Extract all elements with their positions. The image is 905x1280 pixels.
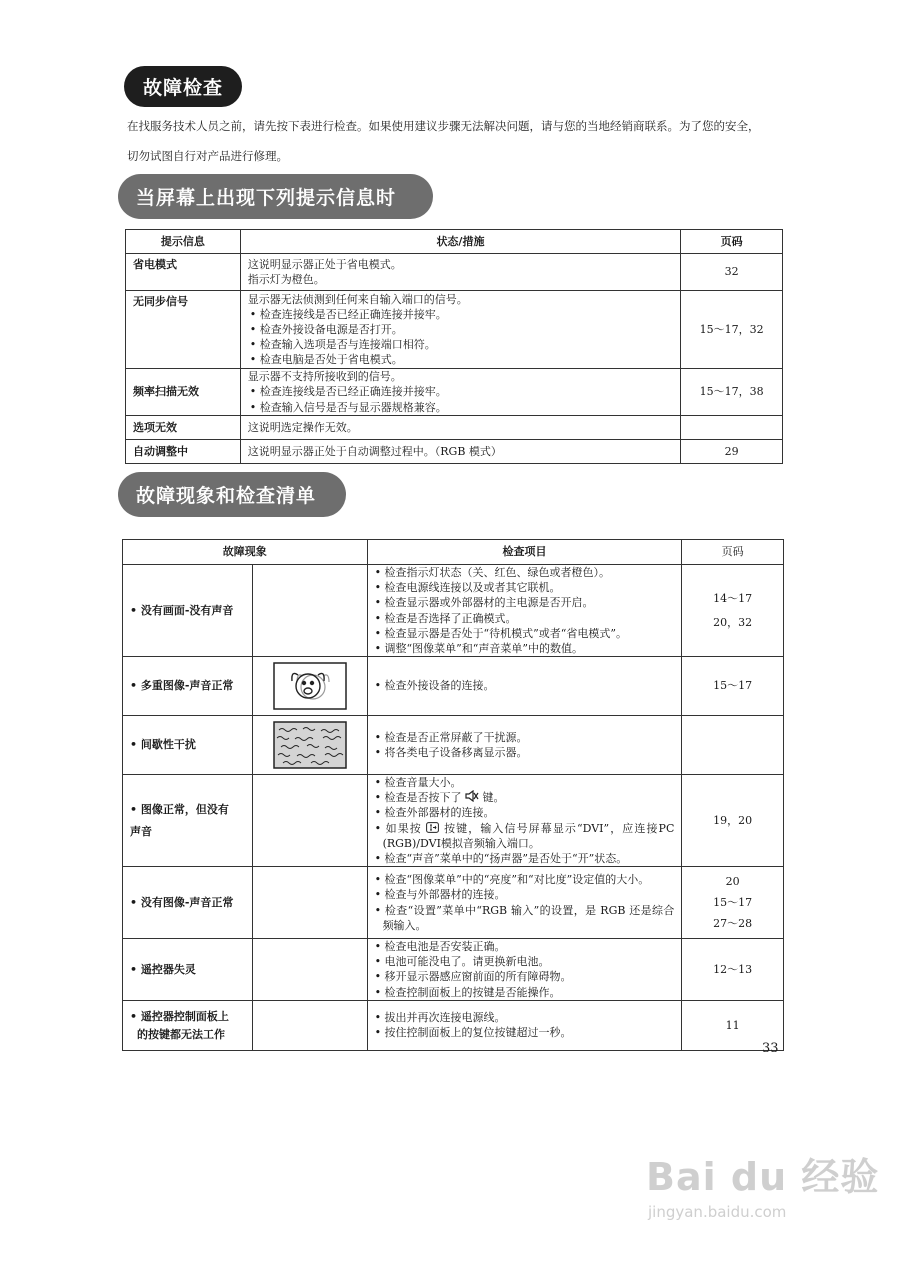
- symptom-image-cell: [252, 657, 367, 716]
- symptom-label: • 多重图像-声音正常: [123, 657, 253, 716]
- symptom-label: • 没有图像-声音正常: [123, 867, 253, 939]
- message-label: 无同步信号: [126, 291, 241, 369]
- message-action: 显示器无法侦测到任何来自输入端口的信号。 • 检查连接线是否已经正确连接并接牢。 • 检查外接设备电源是否打开。 • 检查输入选项是否与连接端口相符。 • 检查电脑是否处于省电模式。: [240, 291, 680, 369]
- column-header: 状态/措施: [240, 230, 680, 254]
- table-row: [123, 657, 784, 716]
- page-ref: 15～17，38: [681, 369, 783, 416]
- input-button-icon: [426, 822, 439, 833]
- table-row: [123, 1000, 784, 1050]
- watermark-logo: Bai du 经验: [646, 1155, 880, 1199]
- table-row: [126, 416, 783, 440]
- page-ref: 15～17，32: [681, 291, 783, 369]
- symptom-label: • 没有画面-没有声音: [123, 565, 253, 657]
- message-table: [125, 229, 783, 464]
- symptom-image-cell: [252, 1000, 367, 1050]
- symptom-table: [122, 539, 784, 1051]
- section-title-troubleshooting: 故障检查: [124, 66, 242, 107]
- page-ref: 14～17 20，32: [682, 565, 784, 657]
- page-ref: [682, 716, 784, 775]
- message-action: 这说明显示器正处于省电模式。 指示灯为橙色。: [240, 254, 680, 291]
- table-row: [126, 291, 783, 369]
- page-ref: 11: [682, 1000, 784, 1050]
- column-header: 故障现象: [123, 540, 368, 565]
- watermark-url: jingyan.baidu.com: [648, 1203, 787, 1221]
- page-ref: 12～13: [682, 939, 784, 1001]
- symptom-image-cell: [252, 939, 367, 1001]
- message-action: 这说明显示器正处于自动调整过程中。（RGB 模式）: [240, 440, 680, 464]
- table-row: [123, 716, 784, 775]
- symptom-image-cell: [252, 565, 367, 657]
- column-header: 页码: [681, 230, 783, 254]
- check-items: • 检查外接设备的连接。: [367, 657, 682, 716]
- watermark: [646, 1146, 879, 1221]
- section-title-messages: 当屏幕上出现下列提示信息时: [118, 174, 433, 219]
- mute-icon: [465, 790, 479, 802]
- table-row: [123, 565, 784, 657]
- check-items: • 拔出并再次连接电源线。 • 按住控制面板上的复位按键超过一秒。: [367, 1000, 682, 1050]
- table-row: [123, 867, 784, 939]
- table-row: [126, 369, 783, 416]
- symptom-image-cell: [252, 716, 367, 775]
- intro-text: 在找服务技术人员之前，请先按下表进行检查。如果使用建议步骤无法解决问题，请与您的当地经销商联系。为了您的安全，: [127, 119, 760, 133]
- symptom-image-cell: [252, 775, 367, 867]
- page-ref: 19，20: [682, 775, 784, 867]
- symptom-label: • 图像正常，但没有 声音: [123, 775, 253, 867]
- check-items: • 检查“图像菜单”中的“亮度”和“对比度”设定值的大小。 • 检查与外部器材的连接。 • 检查“设置”菜单中“RGB 输入”的设置，是 RGB 还是综合频输入。: [367, 867, 682, 939]
- interference-image-icon: [273, 721, 347, 769]
- message-label: 频率扫描无效: [126, 369, 241, 416]
- message-action: 显示器不支持所接收到的信号。 • 检查连接线是否已经正确连接并接牢。 • 检查输入信号是否与显示器规格兼容。: [240, 369, 680, 416]
- symptom-label: • 遥控器失灵: [123, 939, 253, 1001]
- check-items: • 检查电池是否安装正确。 • 电池可能没电了。请更换新电池。 • 移开显示器感应窗前面的所有障碍物。 • 检查控制面板上的按键是否能操作。: [367, 939, 682, 1001]
- check-items: • 检查音量大小。 • 检查是否按下了 键。 • 检查外部器材的连接。 • 如果按 按键，输入信号屏幕显示“DVI”，应连接PC (RGB)/DVI模拟音频输入端口。 • 检查“声音”菜单中的“扬声器”是否处于“开”状态。: [367, 775, 682, 867]
- message-label: 选项无效: [126, 416, 241, 440]
- page-ref: 29: [681, 440, 783, 464]
- page-ref: 32: [681, 254, 783, 291]
- column-header: 提示信息: [126, 230, 241, 254]
- check-items: • 检查是否正常屏蔽了干扰源。 • 将各类电子设备移离显示器。: [367, 716, 682, 775]
- message-label: 省电模式: [126, 254, 241, 291]
- table-row: [123, 939, 784, 1001]
- section-title-symptoms: 故障现象和检查清单: [118, 472, 346, 517]
- table-row: [126, 254, 783, 291]
- column-header: 检查项目: [367, 540, 682, 565]
- page-ref: [681, 416, 783, 440]
- page-ref: 20 15～17 27～28: [682, 867, 784, 939]
- page-ref: 15～17: [682, 657, 784, 716]
- symptom-image-cell: [252, 867, 367, 939]
- table-row: [126, 440, 783, 464]
- intro-text-2: 切勿试图自行对产品进行修理。: [127, 149, 288, 163]
- page-number: 33: [762, 1041, 779, 1056]
- ghost-image-icon: [273, 662, 347, 710]
- column-header: 页码: [682, 540, 784, 565]
- message-label: 自动调整中: [126, 440, 241, 464]
- symptom-label: • 遥控器控制面板上 的按键都无法工作: [123, 1000, 253, 1050]
- symptom-label: • 间歇性干扰: [123, 716, 253, 775]
- table-row: [123, 775, 784, 867]
- message-action: 这说明选定操作无效。: [240, 416, 680, 440]
- check-items: • 检查指示灯状态（关、红色、绿色或者橙色）。 • 检查电源线连接以及或者其它联机。 • 检查显示器或外部器材的主电源是否开启。 • 检查是否选择了正确模式。 • 检查显示器是否处于“待机模式”或者“省电模式”。 • 调整“图像菜单”和“声音菜单”中的数值。: [367, 565, 682, 657]
